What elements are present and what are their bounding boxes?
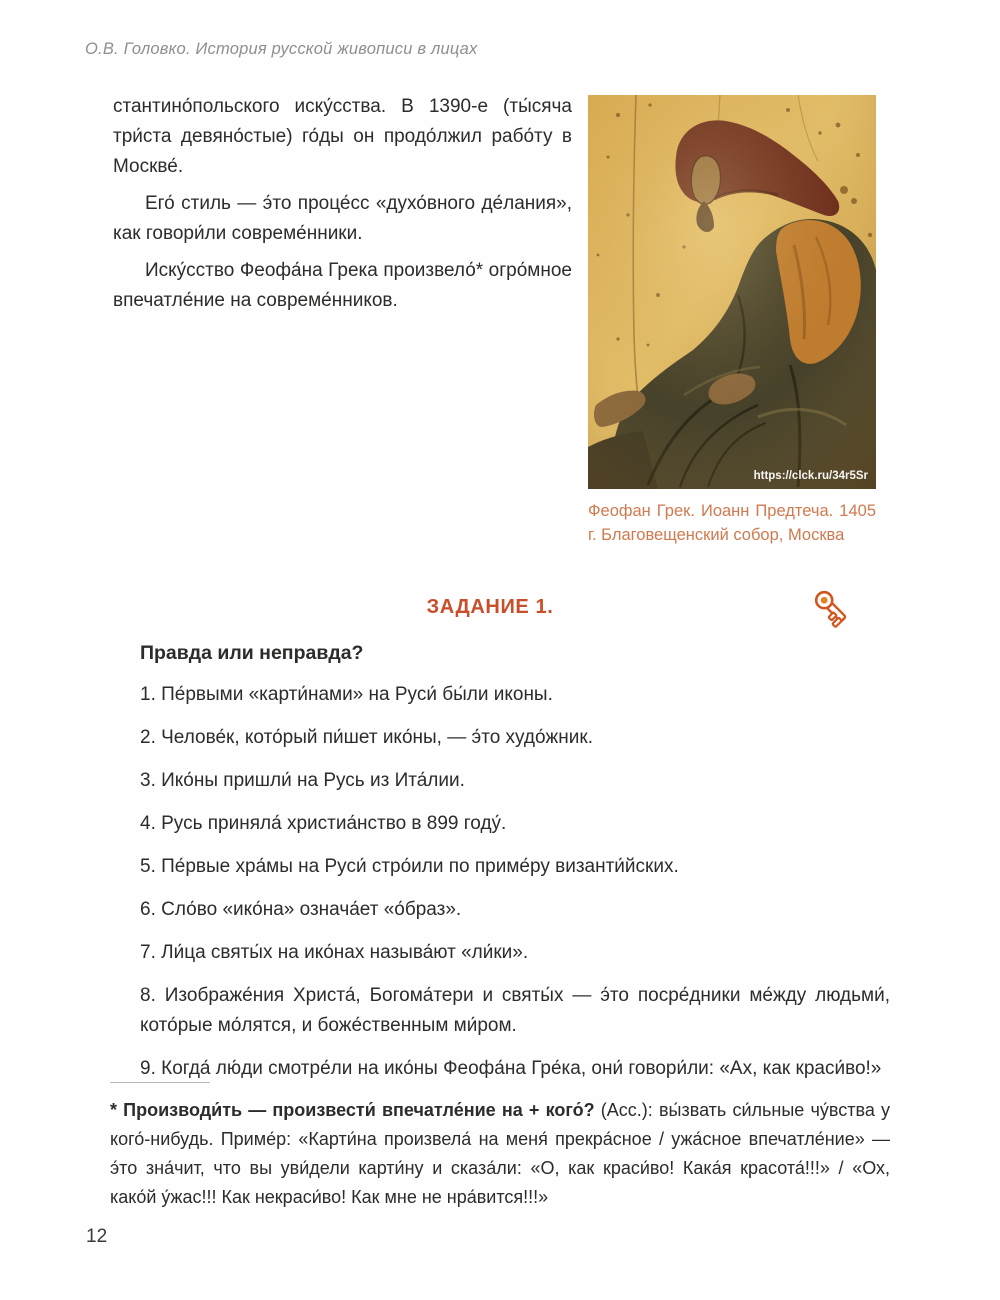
intro-text: [113, 92, 572, 323]
quiz-item: 8. Изображе́ния Христа́, Богома́тери и святы́х — э́то посре́дники ме́жду людьми́, кото́рые мо́лятся, и боже́ственным ми́ром.: [140, 985, 890, 1036]
quiz-item: 5. Пе́рвые хра́мы на Руси́ стро́или по приме́ру византи́йских.: [140, 856, 679, 877]
quiz-item: 4. Русь приняла́ христиа́нство в 899 году́.: [140, 813, 507, 834]
watermark-url: https://clck.ru/34r5Sr: [753, 470, 868, 482]
paragraph: стантино́польского иску́сства. В 1390-е (ты́сяча три́ста девяно́стые) го́ды он продо́лжил рабо́ту в Москве́.: [113, 96, 572, 177]
footnote-term: * Производи́ть — произвести́ впечатле́ние на + кого́?: [110, 1100, 595, 1120]
paragraph: Иску́сство Феофа́на Грека произвело́* огро́мное впечатле́ние на совреме́нников.: [113, 260, 572, 311]
footnote-definition: (Асс.): вы́звать си́льные чу́вства у кого́-нибудь. Приме́р: «Карти́на произвела́ на меня́ прекра́сное / ужа́сное впечатле́ние» — э́то зна́чит, что вы уви́дели карти́ну и сказа́ли: «О, как краси́во! Кака́я красота́!!!» / «Ох, како́й у́жас!!! Как некраси́во! Как мне не нра́вится!!!»: [110, 1100, 891, 1207]
key-icon: [810, 584, 858, 634]
paragraph: Его́ стиль — э́то проце́сс «духо́вного де́лания», как говори́ли совреме́нники.: [113, 193, 572, 244]
running-header: О.В. Головко. История русской живописи в лицах: [85, 40, 478, 58]
quiz-item: 1. Пе́рвыми «карти́нами» на Руси́ бы́ли иконы.: [140, 684, 553, 705]
quiz-item: 2. Челове́к, кото́рый пи́шет ико́ны, — э́то худо́жник.: [140, 727, 593, 748]
quiz-item: 6. Сло́во «ико́на» означа́ет «о́браз».: [140, 899, 462, 920]
quiz-item: 7. Ли́ца святы́х на ико́нах называ́ют «ли́ки».: [140, 942, 529, 963]
quiz-item: 9. Когда́ лю́ди смотре́ли на ико́ны Феофа́на Гре́ка, они́ говори́ли: «Ах, как краси́во!»: [140, 1058, 882, 1079]
task-heading-row: [110, 596, 870, 619]
quiz-item: 3. Ико́ны пришли́ на Русь из Ита́лии.: [140, 770, 465, 791]
footnote-rule: [110, 1082, 210, 1083]
figure-icon-painting: [588, 95, 876, 547]
icon-painting-image: [588, 95, 876, 489]
figure-caption: Феофан Грек. Иоанн Предтеча. 1405 г. Благовещенский собор, Москва: [588, 502, 876, 544]
footnote: [110, 1082, 890, 1212]
quiz-question: Правда или неправда?: [140, 642, 364, 664]
true-false-quiz: [140, 642, 890, 1097]
page-number: 12: [86, 1226, 108, 1247]
task-title: ЗАДАНИЕ 1.: [426, 596, 554, 618]
